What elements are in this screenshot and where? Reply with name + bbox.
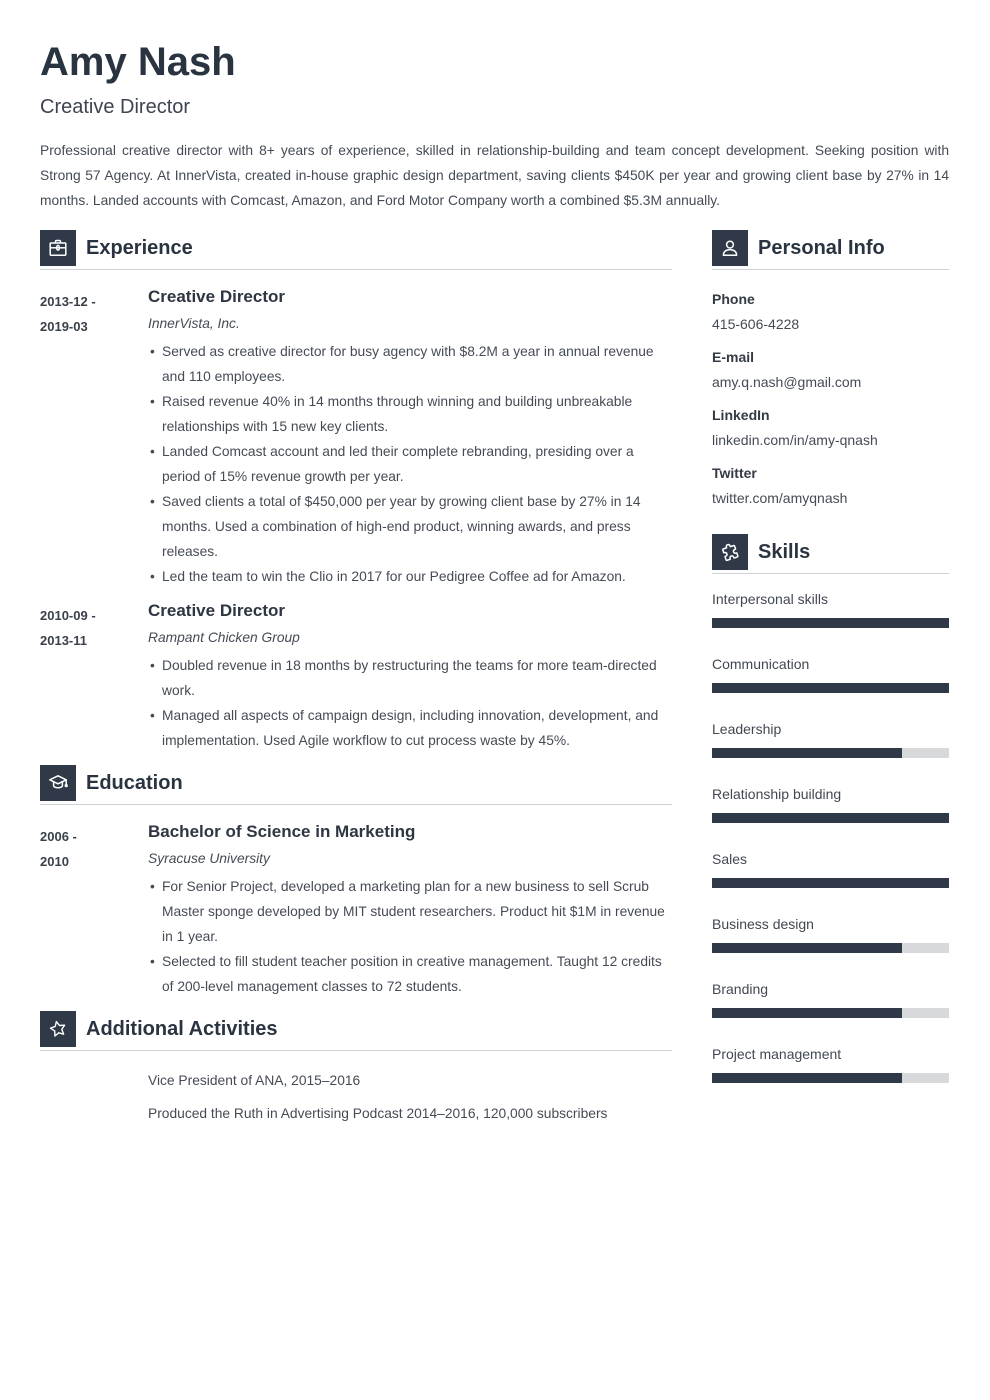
info-field-twitter <box>712 461 949 511</box>
phone-value: 415-606-4228 <box>712 316 800 332</box>
bullet: • For Senior Project, developed a marketing plan for a new business to sell Scrub Master sponge developed by MIT student researchers. Product hit $1M in revenue in 1 year. <box>148 874 672 949</box>
skill-bar-track <box>712 748 949 758</box>
experience-job-2 <box>40 601 672 753</box>
skill-communication <box>712 656 949 693</box>
job-2-company: Rampant Chicken Group <box>148 630 300 645</box>
job-1-company: InnerVista, Inc. <box>148 316 240 331</box>
info-field-email <box>712 345 949 395</box>
education-title: Education <box>86 771 183 794</box>
skill-label: Relationship building <box>712 786 842 802</box>
skill-bar-track <box>712 683 949 693</box>
skill-bar-fill <box>712 813 949 823</box>
skill-bar-track <box>712 813 949 823</box>
person-icon <box>712 230 748 266</box>
skill-business-design <box>712 916 949 953</box>
skill-project-management <box>712 1046 949 1083</box>
skills-title: Skills <box>758 540 811 563</box>
activities-title: Additional Activities <box>86 1017 278 1040</box>
education-section-header <box>40 765 672 801</box>
degree-title: Bachelor of Science in Marketing <box>148 822 416 841</box>
skill-leadership <box>712 721 949 758</box>
twitter-label: Twitter <box>712 465 757 481</box>
bullet: • Doubled revenue in 18 months by restructuring the teams for more team-directed work. <box>148 653 672 703</box>
skill-label: Business design <box>712 916 814 932</box>
education-date-start: 2006 - <box>40 829 77 844</box>
person-name: Amy Nash <box>40 40 236 84</box>
job-2-date-end: 2013-11 <box>40 632 87 648</box>
skill-bar-track <box>712 1073 949 1083</box>
skill-sales <box>712 851 949 888</box>
bullet: • Managed all aspects of campaign design, including innovation, development, and implementation. Used Agile workflow to cut process waste by 45%. <box>148 703 672 753</box>
education-entry-1 <box>40 822 672 999</box>
bullet: • Landed Comcast account and led their complete rebranding, presiding over a period of 15% revenue growth per year. <box>148 439 672 489</box>
education-details <box>148 822 672 999</box>
puzzle-icon <box>712 534 748 570</box>
skill-label: Project management <box>712 1046 842 1062</box>
skills-section-header <box>712 534 949 570</box>
activity-item: Vice President of ANA, 2015–2016 <box>148 1073 361 1088</box>
job-2-title: Creative Director <box>148 601 286 620</box>
activities-divider <box>40 1050 672 1051</box>
graduation-cap-icon <box>40 765 76 801</box>
briefcase-icon <box>40 230 76 266</box>
star-icon <box>40 1011 76 1047</box>
experience-job-1 <box>40 287 672 589</box>
skill-bar-fill <box>712 1073 902 1083</box>
skill-label: Branding <box>712 981 769 997</box>
skill-bar-fill <box>712 683 949 693</box>
linkedin-value: linkedin.com/in/amy-qnash <box>712 432 878 448</box>
email-value: amy.q.nash@gmail.com <box>712 374 862 390</box>
info-field-linkedin <box>712 403 949 453</box>
job-2-date-start: 2010-09 - <box>40 608 96 623</box>
skill-label: Sales <box>712 851 748 867</box>
professional-summary: Professional creative director with 8+ years of experience, skilled in relationship-building and team concept development. Seeking position with Strong 57 Agency. At InnerVista, created in-house graphic design department, saving clients $450K per year and growing client base by 27% in 14 months. Landed accounts with Comcast, Amazon, and Ford Motor Company worth a combined $5.3M annually. <box>40 143 949 208</box>
job-1-bullets <box>148 339 672 589</box>
skill-bar-track <box>712 943 949 953</box>
skill-bar-fill <box>712 618 949 628</box>
job-2-details <box>148 601 672 753</box>
skill-bar-fill <box>712 748 902 758</box>
experience-section-header <box>40 230 672 266</box>
skill-bar-fill <box>712 878 949 888</box>
skill-interpersonal <box>712 591 949 628</box>
job-1-date-end: 2019-03 <box>40 318 88 334</box>
skills-divider <box>712 573 949 574</box>
main-column <box>40 230 672 1134</box>
bullet: • Saved clients a total of $450,000 per year by growing client base by 27% in 14 months. Used a combination of high-end product, winning awards, and press releases. <box>148 489 672 564</box>
job-1-dates <box>40 287 148 589</box>
experience-title: Experience <box>86 236 193 259</box>
personal-info-section-header <box>712 230 949 266</box>
job-2-bullets <box>148 653 672 753</box>
education-dates <box>40 822 148 999</box>
skill-label: Interpersonal skills <box>712 591 828 607</box>
activity-item: Produced the Ruth in Advertising Podcast 2014–2016, 120,000 subscribers <box>148 1106 608 1121</box>
education-bullets <box>148 874 672 999</box>
info-field-phone <box>712 287 949 337</box>
job-1-title: Creative Director <box>148 287 286 306</box>
skill-label: Leadership <box>712 721 782 737</box>
education-divider <box>40 804 672 805</box>
bullet: • Led the team to win the Clio in 2017 for our Pedigree Coffee ad for Amazon. <box>148 564 672 589</box>
sidebar-column <box>712 230 949 1134</box>
person-job-title: Creative Director <box>40 96 191 118</box>
skill-bar-track <box>712 878 949 888</box>
linkedin-label: LinkedIn <box>712 407 770 423</box>
phone-label: Phone <box>712 291 755 307</box>
bullet: • Served as creative director for busy agency with $8.2M a year in annual revenue and 110 employees. <box>148 339 672 389</box>
skill-bar-fill <box>712 1008 902 1018</box>
skill-bar-fill <box>712 943 902 953</box>
skill-branding <box>712 981 949 1018</box>
bullet: • Raised revenue 40% in 14 months through winning and building unbreakable relationships with 15 new key clients. <box>148 389 672 439</box>
job-1-details <box>148 287 672 589</box>
content-columns <box>40 230 949 1134</box>
skill-label: Communication <box>712 656 810 672</box>
skill-relationship-building <box>712 786 949 823</box>
personal-info-divider <box>712 269 949 270</box>
job-1-date-start: 2013-12 - <box>40 294 96 309</box>
activities-section-header <box>40 1011 672 1047</box>
skill-bar-track <box>712 618 949 628</box>
job-2-dates <box>40 601 148 753</box>
education-date-end: 2010 <box>40 853 69 869</box>
experience-divider <box>40 269 672 270</box>
school-name: Syracuse University <box>148 851 270 866</box>
twitter-value: twitter.com/amyqnash <box>712 490 848 506</box>
personal-info-title: Personal Info <box>758 236 885 259</box>
email-label: E-mail <box>712 349 755 365</box>
bullet: • Selected to fill student teacher position in creative management. Taught 12 credits of 200-level management classes to 72 students. <box>148 949 672 999</box>
skill-bar-track <box>712 1008 949 1018</box>
sidebar-spacer <box>712 519 949 534</box>
